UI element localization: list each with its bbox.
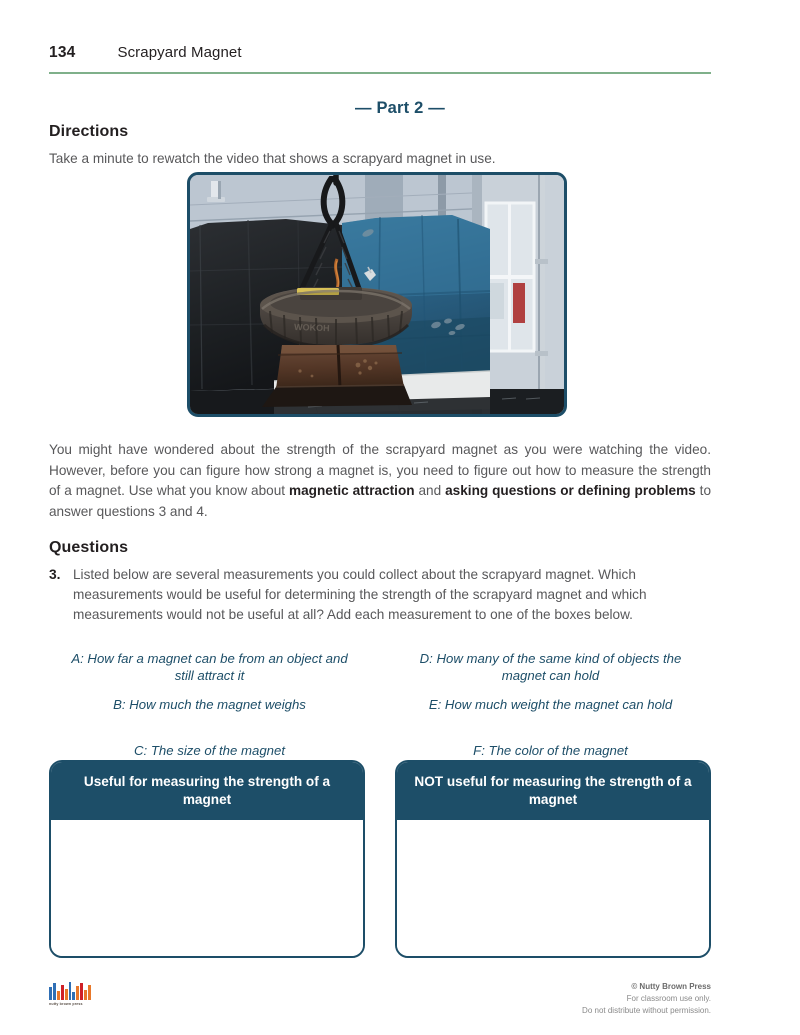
answer-boxes	[49, 760, 711, 958]
copyright-line: © Nutty Brown Press	[631, 982, 711, 991]
questions-heading: Questions	[49, 539, 129, 556]
logo-bars-icon	[49, 982, 91, 1000]
answer-box-useful[interactable]	[49, 760, 365, 958]
logo-wordmark: nutty brown press	[49, 1002, 83, 1006]
answer-box-not-useful-header: NOT useful for measuring the strength of a magnet	[397, 762, 709, 820]
option-b: B: How much the magnet weighs	[113, 697, 306, 712]
intro-paragraph	[49, 440, 711, 523]
classroom-use-line: For classroom use only.	[626, 994, 711, 1003]
page-title: Scrapyard Magnet	[117, 44, 242, 61]
option-d: D: How many of the same kind of objects the magnet can hold	[419, 651, 682, 684]
running-header	[49, 44, 711, 62]
intro-part-2: and	[414, 483, 446, 499]
intro-part-3: to answer questions 3 and 4.	[49, 483, 712, 519]
distribution-line: Do not distribute without permission.	[582, 1006, 711, 1015]
term-magnetic-attraction: magnetic attraction	[289, 483, 415, 499]
svg-text:WOKOH: WOKOH	[293, 322, 330, 334]
answer-box-not-useful[interactable]	[395, 760, 711, 958]
option-e: E: How much weight the magnet can hold	[428, 697, 673, 712]
publisher-logo	[49, 982, 91, 1006]
answer-box-useful-body[interactable]	[51, 820, 363, 956]
question-3	[49, 565, 711, 625]
part-banner: — Part 2 —	[354, 99, 446, 117]
answer-box-not-useful-body[interactable]	[397, 820, 709, 956]
directions-heading: Directions	[49, 123, 129, 140]
option-c: C: The size of the magnet	[134, 743, 285, 758]
answer-box-useful-header: Useful for measuring the strength of a magnet	[51, 762, 363, 820]
photo-content	[190, 175, 564, 414]
scrapyard-magnet-photo	[187, 172, 567, 417]
option-f: F: The color of the magnet	[473, 743, 628, 758]
question-3-number: 3.	[49, 567, 61, 582]
intro-part-1: You might have wondered about the strength of the scrapyard magnet as you were watching the video. However, before you can figure how strong a magnet is, you need to figure out how to measure the strength of a magnet. Use what you know about	[49, 442, 711, 499]
photo-illustration	[190, 175, 564, 414]
footer-copyright	[582, 981, 711, 1017]
header-divider	[49, 72, 711, 74]
term-asking-questions: asking questions or defining problems	[445, 483, 696, 499]
page-number: 134	[49, 44, 76, 61]
directions-text: Take a minute to rewatch the video that shows a scrapyard magnet in use.	[49, 151, 496, 166]
option-a: A: How far a magnet can be from an object and still attract it	[71, 651, 348, 684]
question-3-text: Listed below are several measurements you could collect about the scrapyard magnet. Which measurements would be useful for determining the strength of the scrapyard magnet and which measurements would not be useful at all? Add each measurement to one of the boxes below.	[73, 567, 647, 622]
